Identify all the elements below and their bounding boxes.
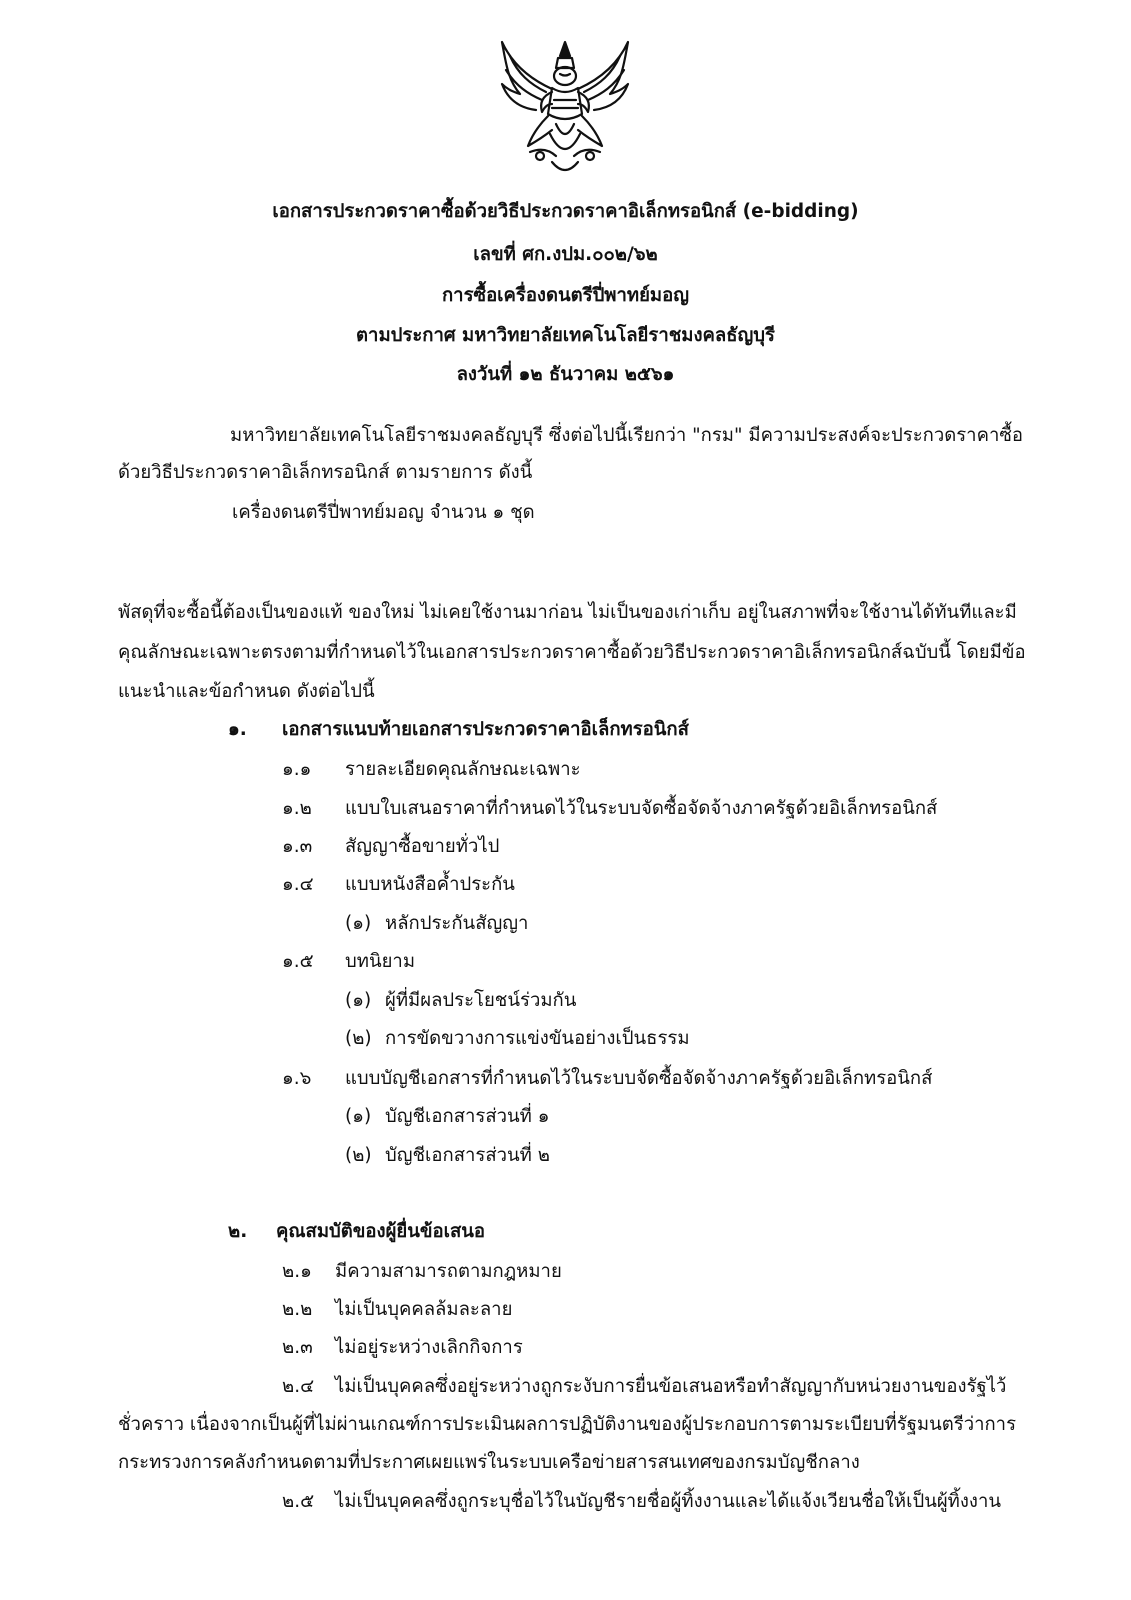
list-item-text: ไม่เป็นบุคคลซึ่งถูกระบุชื่อไว้ในบัญชีรายชื่อผู้ทิ้งงานและได้แจ้งเวียนชื่อให้เป็นผู้ทิ้งงาน xyxy=(335,1491,1001,1512)
list-item-text: รายละเอียดคุณลักษณะเฉพาะ xyxy=(345,759,581,780)
announcement-line: ตามประกาศ มหาวิทยาลัยเทคโนโลยีราชมงคลธัญบุรี xyxy=(356,325,775,346)
sub-item-text: หลักประกันสัญญา xyxy=(385,913,529,934)
document-date: ลงวันที่ ๑๒ ธันวาคม ๒๕๖๑ xyxy=(456,364,675,385)
continuation-text: กระทรวงการคลังกำหนดตามที่ประกาศเผยแพร่ในระบบเครือข่ายสารสนเทศของกรมบัญชีกลาง xyxy=(118,1452,860,1473)
list-item-number: ๒.๕ xyxy=(282,1491,315,1512)
list-item-number: ๑.๑ xyxy=(282,759,312,780)
list-item-text: ไม่เป็นบุคคลซึ่งอยู่ระหว่างถูกระงับการยื่นข้อเสนอหรือทำสัญญากับหน่วยงานของรัฐไว้ xyxy=(335,1376,1007,1397)
list-item-number: ๑.๔ xyxy=(282,874,314,895)
list-item-text: แบบบัญชีเอกสารที่กำหนดไว้ในระบบจัดซื้อจัดจ้างภาครัฐด้วยอิเล็กทรอนิกส์ xyxy=(345,1068,933,1089)
section-1-number: ๑. xyxy=(228,719,247,740)
sub-item-number: (๑) xyxy=(345,990,372,1011)
sub-item-number: (๒) xyxy=(345,1145,372,1166)
document-number: เลขที่ ศก.งปม.๐๐๒/๖๒ xyxy=(473,244,658,265)
list-item-number: ๒.๔ xyxy=(282,1376,315,1397)
list-item-text: แบบใบเสนอราคาที่กำหนดไว้ในระบบจัดซื้อจัดจ้างภาครัฐด้วยอิเล็กทรอนิกส์ xyxy=(345,798,938,819)
section-2-number: ๒. xyxy=(228,1221,248,1242)
garuda-emblem-icon xyxy=(490,34,640,182)
intro-line-1: มหาวิทยาลัยเทคโนโลยีราชมงคลธัญบุรี ซึ่งต่อไปนี้เรียกว่า "กรม" มีความประสงค์จะประกวดราคาซื้อ xyxy=(230,425,1023,446)
list-item-text: มีความสามารถตามกฎหมาย xyxy=(335,1261,562,1282)
list-item-text: สัญญาซื้อขายทั่วไป xyxy=(345,836,500,857)
sub-item-number: (๑) xyxy=(345,913,372,934)
list-item-number: ๑.๓ xyxy=(282,836,313,857)
list-item-number: ๒.๒ xyxy=(282,1299,313,1320)
list-item-text: ไม่อยู่ระหว่างเลิกกิจการ xyxy=(335,1337,523,1358)
list-item-number: ๒.๓ xyxy=(282,1337,313,1358)
list-item-text: แบบหนังสือค้ำประกัน xyxy=(345,874,515,895)
list-item-text: บทนิยาม xyxy=(345,951,416,972)
continuation-text: ชั่วคราว เนื่องจากเป็นผู้ที่ไม่ผ่านเกณฑ์การประเมินผลการปฏิบัติงานของผู้ประกอบการตามระเบียบที่รัฐมนตรีว่าการ xyxy=(118,1414,1016,1435)
section-2-title: คุณสมบัติของผู้ยื่นข้อเสนอ xyxy=(276,1221,486,1242)
list-item-number: ๑.๕ xyxy=(282,951,314,972)
conditions-line-3: แนะนำและข้อกำหนด ดังต่อไปนี้ xyxy=(118,681,375,702)
section-1-title: เอกสารแนบท้ายเอกสารประกวดราคาอิเล็กทรอนิกส์ xyxy=(282,719,689,740)
sub-item-text: การขัดขวางการแข่งขันอย่างเป็นธรรม xyxy=(385,1028,690,1049)
conditions-line-2: คุณลักษณะเฉพาะตรงตามที่กำหนดไว้ในเอกสารประกวดราคาซื้อด้วยวิธีประกวดราคาอิเล็กทรอนิกส์ฉบับนี้ โดยมีข้อ xyxy=(118,642,1026,663)
list-item-number: ๑.๖ xyxy=(282,1068,312,1089)
document-subject: การซื้อเครื่องดนตรีปี่พาทย์มอญ xyxy=(441,285,689,306)
document-title: เอกสารประกวดราคาซื้อด้วยวิธีประกวดราคาอิเล็กทรอนิกส์ (e-bidding) xyxy=(272,201,859,222)
sub-item-number: (๑) xyxy=(345,1106,372,1127)
list-item-number: ๑.๒ xyxy=(282,798,312,819)
sub-item-text: บัญชีเอกสารส่วนที่ ๒ xyxy=(385,1145,550,1166)
intro-item: เครื่องดนตรีปี่พาทย์มอญ จำนวน ๑ ชุด xyxy=(232,502,535,523)
intro-line-2: ด้วยวิธีประกวดราคาอิเล็กทรอนิกส์ ตามรายการ ดังนี้ xyxy=(118,462,533,483)
list-item-text: ไม่เป็นบุคคลล้มละลาย xyxy=(335,1299,513,1320)
sub-item-number: (๒) xyxy=(345,1028,372,1049)
conditions-line-1: พัสดุที่จะซื้อนี้ต้องเป็นของแท้ ของใหม่ ไม่เคยใช้งานมาก่อน ไม่เป็นของเก่าเก็บ อยู่ในสภาพที่จะใช้งานได้ทันทีและมี xyxy=(118,602,1017,623)
list-item-number: ๒.๑ xyxy=(282,1261,312,1282)
sub-item-text: ผู้ที่มีผลประโยชน์ร่วมกัน xyxy=(385,990,577,1011)
sub-item-text: บัญชีเอกสารส่วนที่ ๑ xyxy=(385,1106,550,1127)
